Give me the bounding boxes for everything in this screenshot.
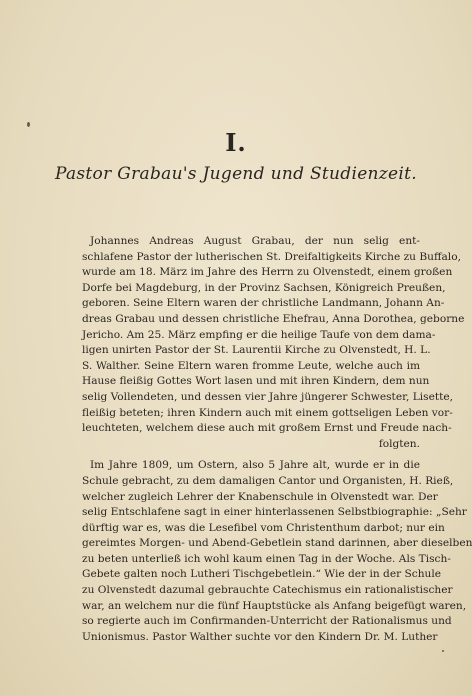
text-line: so regierte auch im Confirmanden-Unterricht der Rationalismus und (82, 615, 452, 628)
chapter-number: I. (225, 128, 247, 157)
text-line: Gebete galten noch Lutheri Tischgebetlein.“ Wie der in der Schule (82, 568, 442, 581)
paragraph-1 (82, 234, 465, 452)
text-line: selig Entschlafene sagt in einer hinterlassenen Selbstbiographie: „Sehr (82, 506, 467, 519)
paper-speck (27, 122, 30, 127)
text-line: wurde am 18. März im Jahre des Herrn zu Olvenstedt, einem großen (82, 266, 453, 279)
text-line: dürftig war es, was die Lesefibel vom Christenthum darbot; nur ein (82, 521, 445, 534)
text-line: S. Walther. Seine Eltern waren fromme Leute, welche auch im (82, 359, 420, 372)
chapter-title: Pastor Grabau's Jugend und Studienzeit. (54, 164, 417, 184)
text-line: dreas Grabau und dessen christliche Ehefrau, Anna Dorothea, geborne (82, 312, 465, 325)
text-line: Hause fleißig Gottes Wort lasen und mit ihren Kindern, dem nun (82, 375, 430, 388)
paragraph-2 (82, 458, 472, 645)
body-text (82, 234, 472, 645)
text-line: schlafene Pastor der lutherischen St. Dreifaltigkeits Kirche zu Buffalo, (82, 250, 461, 263)
text-line: Johannes Andreas August Grabau, der nun selig ent- (90, 235, 420, 247)
text-line: war, an welchem nur die fünf Hauptstücke als Anfang beigefügt waren, (82, 599, 467, 612)
text-line: zu beten unterließ ich wohl kaum einen Tag in der Woche. Als Tisch- (82, 552, 451, 565)
text-line: Schule gebracht, zu dem damaligen Cantor und Organisten, H. Rieß, (82, 474, 454, 487)
text-line: Dorfe bei Magdeburg, in der Provinz Sachsen, Königreich Preußen, (82, 281, 446, 294)
text-line: fleißig beteten; ihren Kindern auch mit einem gottseligen Leben vor- (82, 406, 453, 419)
paper-speck (442, 650, 444, 652)
text-line: Jericho. Am 25. März empfing er die heilige Taufe von dem damа- (82, 328, 436, 341)
text-line: leuchteten, welchem diese auch mit großem Ernst und Freude nach- (82, 422, 452, 435)
text-line: selig Vollendeten, und dessen vier Jahre jüngerer Schwester, Lisette, (82, 390, 454, 403)
text-line: welcher zugleich Lehrer der Knabenschule in Olvenstedt war. Der (82, 490, 438, 503)
text-line: Unionismus. Pastor Walther suchte vor den Kindern Dr. M. Luther (82, 630, 438, 643)
text-line: ligen unirten Pastor der St. Laurentii Kirche zu Olvenstedt, H. L. (82, 344, 431, 357)
text-line: geboren. Seine Eltern waren der christliche Landmann, Johann An- (82, 297, 445, 310)
text-line: zu Olvenstedt dazumal gebrauchte Catechismus ein rationalistischer (82, 584, 453, 597)
text-line: Im Jahre 1809, um Ostern, also 5 Jahre alt, wurde er in die (90, 459, 420, 472)
text-line: folgten. (378, 437, 420, 450)
text-line: gereimtes Morgen- und Abend-Gebetlein stand darinnen, aber dieselben (82, 537, 472, 550)
